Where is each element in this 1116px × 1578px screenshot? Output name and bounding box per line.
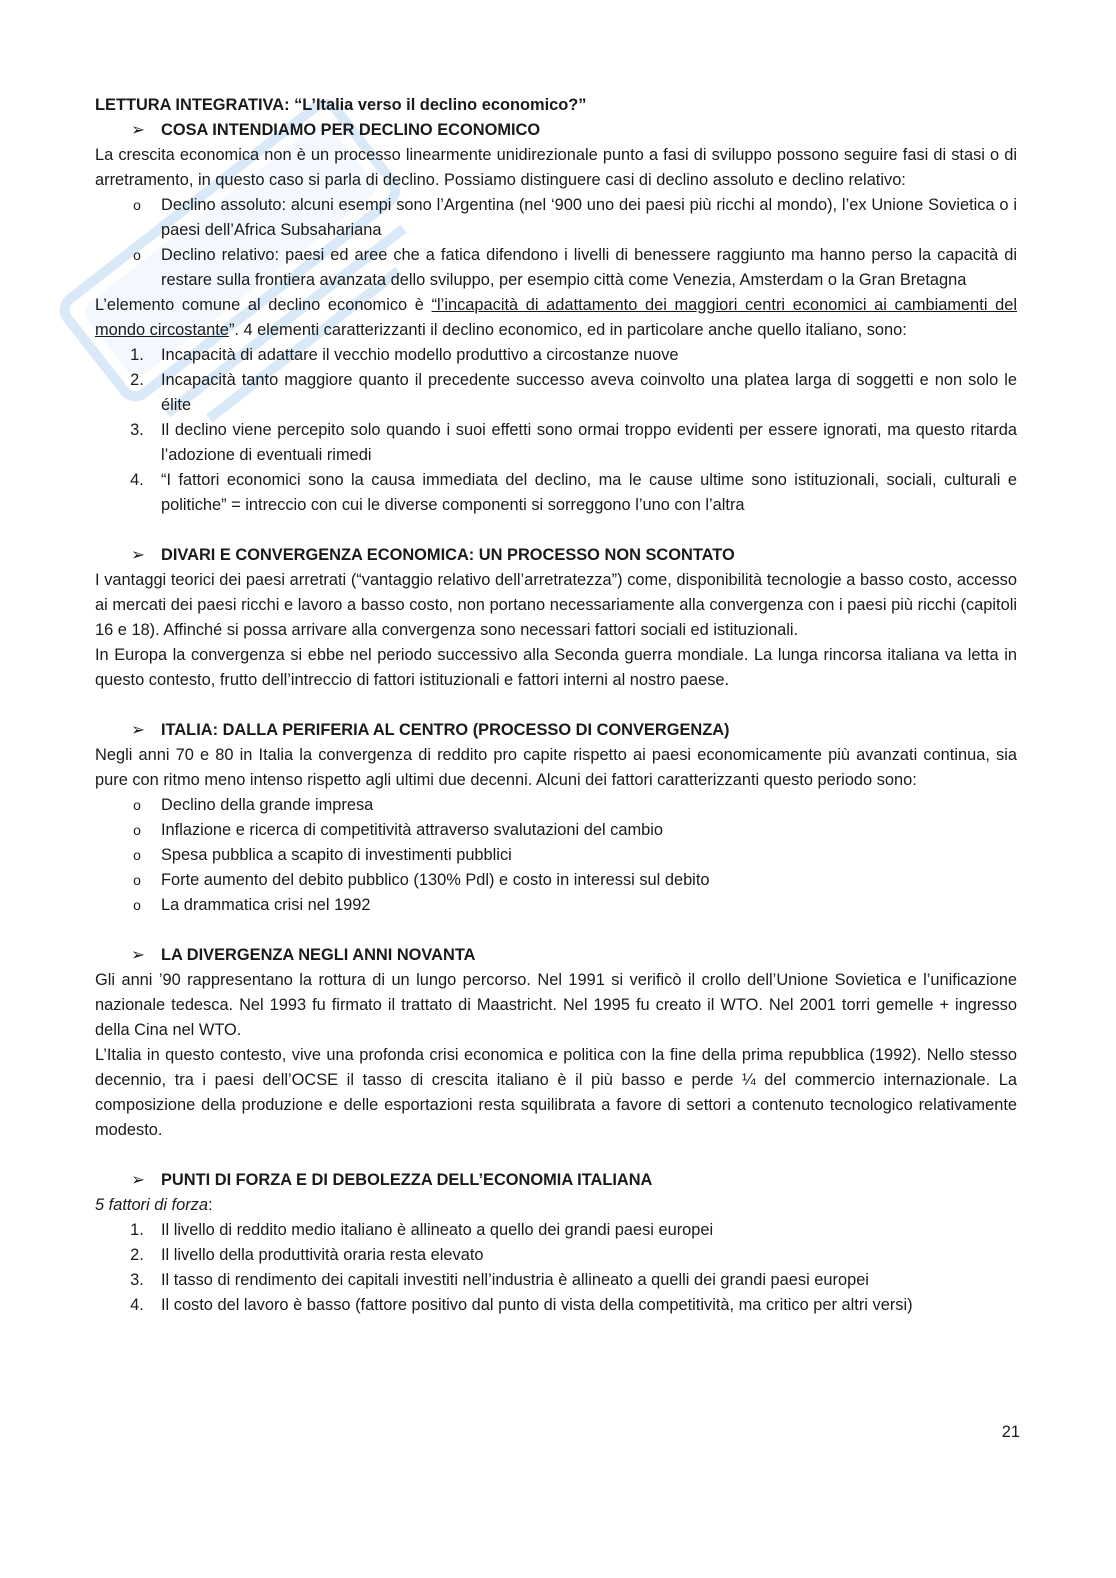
section-heading-divari (127, 543, 1017, 568)
section-heading-italia (127, 718, 1017, 743)
paragraph: Gli anni ’90 rappresentano la rottura di un lungo percorso. Nel 1991 si verificò il crollo dell’Unione Sovietica e l’unificazione nazionale tedesca. Nel 1993 fu firmato il trattato di Maastricht. Nel 1995 fu creato il WTO. Nel 2001 torri gemelle + ingresso della Cina nel WTO. (95, 971, 1017, 1039)
list-item: 1. Incapacità di adattare il vecchio modello produttivo a circostanze nuove (130, 346, 679, 364)
paragraph: I vantaggi teorici dei paesi arretrati (“vantaggio relativo dell’arretratezza”) come, disponibilità tecnologie a basso costo, accesso ai mercati dei paesi ricchi e lavoro a basso costo, non portano necessariamente alla convergenza con i paesi più ricchi (capitoli 16 e 18). Affinché si possa arrivare alla convergenza sono necessari fattori sociali ed istituzionali. (95, 571, 1017, 639)
section-heading-divergenza (127, 943, 1017, 968)
list-item: o Declino della grande impresa (95, 793, 1017, 818)
circle-bullet-icon: o (133, 247, 141, 263)
list-item: 2. Il livello della produttività oraria resta elevato (130, 1246, 484, 1264)
numbered-list (95, 1218, 1017, 1318)
list-item: 4. “I fattori economici sono la causa immediata del declino, ma le cause ultime sono istituzionali, sociali, culturali e politiche” = intreccio con cui le diverse componenti si sorreggono l’uno con l’altra (130, 471, 1017, 514)
arrow-bullet-icon: ➢ (131, 946, 145, 964)
content-area (95, 93, 1017, 1318)
list-item: 4. Il costo del lavoro è basso (fattore positivo dal punto di vista della competitività, ma critico per altri versi) (130, 1296, 913, 1314)
bullet-list (95, 193, 1017, 293)
section-heading-text: COSA INTENDIAMO PER DECLINO ECONOMICO (161, 121, 541, 139)
numbered-list (95, 343, 1017, 518)
underlined-quote: “l’incapacità di adattamento dei maggiori centri economici ai cambiamenti del mondo circostante (95, 296, 1018, 339)
paragraph: L’Italia in questo contesto, vive una profonda crisi economica e politica con la fine della prima repubblica (1992). Nello stesso decennio, tra i paesi dell’OCSE il tasso di crescita italiano è il più basso e perde ¼ del commercio internazionale. La composizione della produzione e delle esportazioni resta squilibrata a favore di settori a contenuto tecnologico relativamente modesto. (95, 1046, 1017, 1139)
section-heading-text: LA DIVERGENZA NEGLI ANNI NOVANTA (161, 946, 476, 964)
list-item: 3. Il declino viene percepito solo quando i suoi effetti sono ormai troppo evidenti per essere ignorati, ma questo ritarda l’adozione di eventuali rimedi (130, 421, 1017, 464)
arrow-bullet-icon: ➢ (131, 546, 145, 564)
paragraph: L’elemento comune al declino economico è “l’incapacità di adattamento dei maggiori centri economici ai cambiamenti del mondo circostante”. 4 elementi caratterizzanti il declino economico, ed in particolare anche quello italiano, sono: (95, 296, 1018, 339)
circle-bullet-icon: o (133, 822, 141, 838)
paragraph: Negli anni 70 e 80 in Italia la convergenza di reddito pro capite rispetto ai paesi economicamente più avanzati continua, sia pure con ritmo meno intenso rispetto agli ultimi due decenni. Alcuni dei fattori caratterizzanti questo periodo sono: (95, 746, 1017, 789)
list-item: 1. Il livello di reddito medio italiano è allineato a quello dei grandi paesi europei (130, 1221, 714, 1239)
document-title: LETTURA INTEGRATIVA: “L’Italia verso il declino economico?” (95, 96, 587, 114)
list-item: o Spesa pubblica a scapito di investimenti pubblici (95, 843, 1017, 868)
section-heading-text: PUNTI DI FORZA E DI DEBOLEZZA DELL’ECONOMIA ITALIANA (161, 1171, 653, 1189)
page-number: 21 (1001, 1423, 1020, 1441)
section-heading-text: DIVARI E CONVERGENZA ECONOMICA: UN PROCESSO NON SCONTATO (161, 546, 735, 564)
circle-bullet-icon: o (133, 897, 141, 913)
circle-bullet-icon: o (133, 872, 141, 888)
section-heading-punti-forza (127, 1168, 1017, 1193)
list-item: o Forte aumento del debito pubblico (130% Pdl) e costo in interessi sul debito (95, 868, 1017, 893)
list-item: o Inflazione e ricerca di competitività attraverso svalutazioni del cambio (95, 818, 1017, 843)
section-heading-declino (127, 118, 1017, 143)
arrow-bullet-icon: ➢ (131, 1171, 145, 1189)
circle-bullet-icon: o (133, 847, 141, 863)
paragraph: In Europa la convergenza si ebbe nel periodo successivo alla Seconda guerra mondiale. La lunga rincorsa italiana va letta in questo contesto, frutto dell’intreccio di fattori istituzionali e fattori interni al nostro paese. (95, 646, 1017, 689)
list-item: o La drammatica crisi nel 1992 (95, 893, 1017, 918)
circle-bullet-icon: o (133, 797, 141, 813)
list-item: o Declino assoluto: alcuni esempi sono l’Argentina (nel ‘900 uno dei paesi più ricchi al mondo), l’ex Unione Sovietica o i paesi dell’Africa Subsahariana (95, 193, 1017, 243)
circle-bullet-icon: o (133, 197, 141, 213)
bullet-list (95, 793, 1017, 918)
arrow-bullet-icon: ➢ (131, 721, 145, 739)
subheading-fattori-forza: 5 fattori di forza: (95, 1196, 213, 1214)
paragraph: La crescita economica non è un processo linearmente unidirezionale punto a fasi di sviluppo possono seguire fasi di stasi o di arretramento, in questo caso si parla di declino. Possiamo distinguere casi di declino assoluto e declino relativo: (95, 146, 1017, 189)
arrow-bullet-icon: ➢ (131, 121, 145, 139)
list-item: o Declino relativo: paesi ed aree che a fatica difendono i livelli di benessere raggiunto ma hanno perso la capacità di restare sulla frontiera avanzata dello sviluppo, per esempio città come Venezia, Amsterdam o la Gran Bretagna (95, 243, 1017, 293)
section-heading-text: ITALIA: DALLA PERIFERIA AL CENTRO (PROCESSO DI CONVERGENZA) (161, 721, 730, 739)
list-item: 2. Incapacità tanto maggiore quanto il precedente successo aveva coinvolto una platea larga di soggetti e non solo le élite (130, 371, 1017, 414)
list-item: 3. Il tasso di rendimento dei capitali investiti nell’industria è allineato a quelli dei grandi paesi europei (130, 1271, 869, 1289)
